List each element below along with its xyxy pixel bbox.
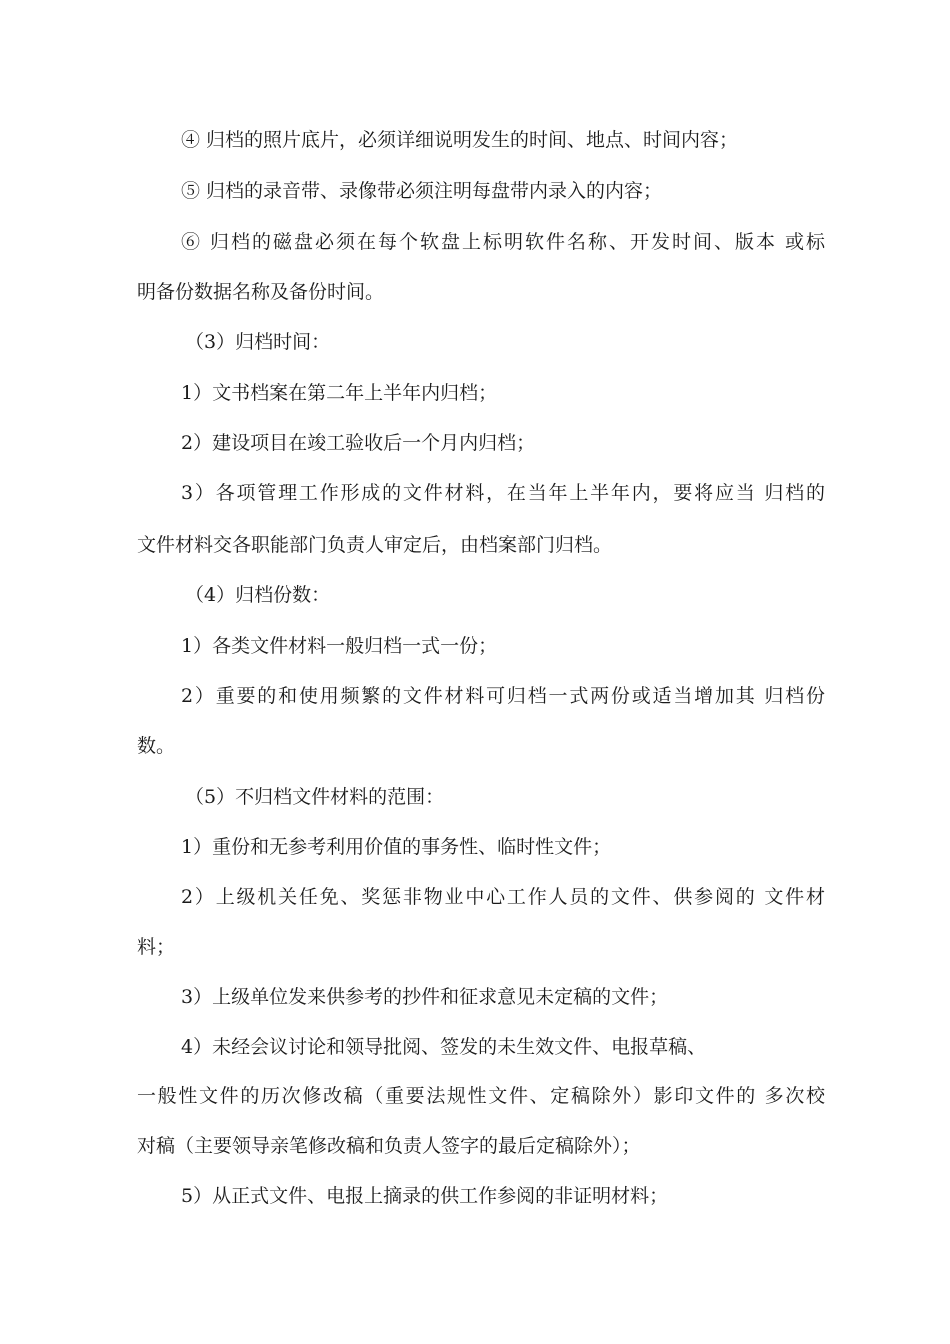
text-line-3-content: ⑥ 归档的磁盘必须在每个软盘上标明软件名称、开发时间、版本 或标: [181, 231, 825, 253]
section-heading-4: （4）归档份数：: [185, 584, 331, 606]
section-heading-5: （5）不归档文件材料的范围：: [185, 786, 445, 808]
text-line-20: [137, 1084, 825, 1108]
text-line-17: 料；: [137, 936, 176, 958]
text-line-20-content: 一般性文件的历次修改稿（重要法规性文件、定稿除外）影印文件的 多次校: [137, 1085, 825, 1107]
text-line-22: 5）从正式文件、电报上摘录的供工作参阅的非证明材料；: [181, 1185, 669, 1207]
text-line-16-content: 2）上级机关任免、奖惩非物业中心工作人员的文件、供参阅的 文件材: [181, 886, 825, 908]
section-heading-3: （3）归档时间：: [185, 331, 331, 353]
text-line-19: 4）未经会议讨论和领导批阅、签发的未生效文件、电报草稿、: [181, 1036, 707, 1058]
text-line-2: ⑤ 归档的录音带、录像带必须注明每盘带内录入的内容；: [181, 180, 663, 202]
text-line-18: 3）上级单位发来供参考的抄件和征求意见未定稿的文件；: [181, 986, 669, 1008]
text-line-6: 1）文书档案在第二年上半年内归档；: [181, 382, 498, 404]
text-line-3: [137, 230, 825, 254]
text-line-11: 1）各类文件材料一般归档一式一份；: [181, 635, 498, 657]
text-line-15: 1）重份和无参考利用价值的事务性、临时性文件；: [181, 836, 612, 858]
text-line-21: 对稿（主要领导亲笔修改稿和负责人签字的最后定稿除外）；: [137, 1135, 641, 1157]
text-line-12: [137, 684, 825, 708]
text-line-4: 明备份数据名称及备份时间。: [137, 281, 385, 303]
text-line-8: [137, 481, 825, 505]
text-line-12-content: 2）重要的和使用频繁的文件材料可归档一式两份或适当增加其 归档份: [181, 685, 825, 707]
text-line-7: 2）建设项目在竣工验收后一个月内归档；: [181, 432, 536, 454]
text-line-16: [137, 885, 825, 909]
text-line-13: 数。: [137, 735, 176, 757]
text-line-9: 文件材料交各职能部门负责人审定后，由档案部门归档。: [137, 534, 613, 556]
text-line-8-content: 3）各项管理工作形成的文件材料，在当年上半年内，要将应当 归档的: [181, 482, 825, 504]
text-line-1: ④ 归档的照片底片，必须详细说明发生的时间、地点、时间内容；: [181, 129, 739, 151]
